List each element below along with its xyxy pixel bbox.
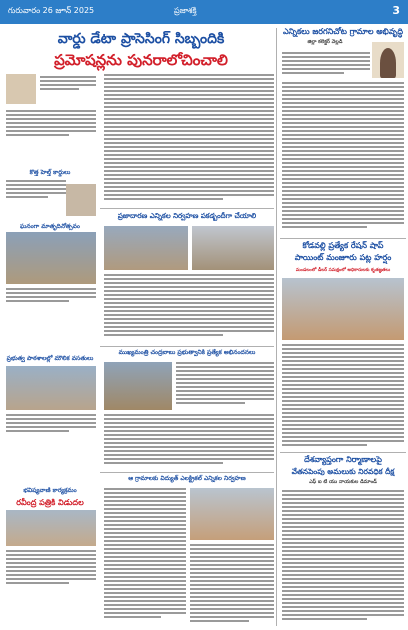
left-group-photo-2	[6, 366, 96, 410]
middle-body-text-3	[176, 362, 274, 410]
right-headline-3: పాయింట్ మంజూరు పట్ల హర్షం	[294, 253, 392, 262]
divider-h-1	[100, 208, 274, 209]
right-body-text-3	[282, 344, 404, 450]
main-headline-line-1: వార్డు డేటా ప్రాసెసింగ్ సిబ్బందికి	[57, 31, 225, 47]
lead-photo	[6, 74, 36, 104]
middle-body-text-5	[104, 488, 186, 626]
right-body-text-1	[282, 52, 370, 78]
right-photo-1	[282, 278, 404, 340]
right-headline-1: ఎన్నికలు జరగనిచోట గ్రామాల అభివృద్ధి	[282, 27, 404, 36]
newspaper-name: ప్రజాశక్తి	[174, 6, 197, 15]
left-subhead-2: ఘనంగా మాతృదినోత్సవం	[20, 223, 80, 230]
page-header	[0, 0, 408, 24]
main-headline-line-2: ప్రమోషన్లను పునరాలోచించాలి	[54, 51, 228, 69]
left-photo-1	[66, 184, 96, 216]
right-body-text-4	[282, 490, 404, 626]
right-caption: మండలంలో డీలర్ సమక్షంలో అధికారులకు కృతజ్ఞతలు	[295, 268, 391, 273]
left-group-photo-3	[6, 510, 96, 546]
divider-h-2	[100, 346, 274, 347]
right-divider-1	[280, 238, 406, 239]
left-subhead-3: ప్రభుత్వ పాఠశాలల్లో మౌలిక వసతులు	[6, 355, 94, 362]
middle-photo-1	[104, 226, 188, 270]
right-headline-2: కోడవల్లి ప్రత్యేక రేషన్ షాప్	[302, 241, 384, 250]
left-body-text-2	[6, 110, 96, 170]
left-body-text-1	[40, 76, 96, 106]
divider-h-3	[100, 472, 274, 473]
right-byline-1: జిల్లా కలెక్టర్ వెల్లడి	[307, 39, 343, 45]
middle-body-text-2	[104, 274, 274, 344]
middle-photo-2	[192, 226, 274, 270]
left-body-text-6	[6, 550, 96, 626]
right-byline-2: ఎఫ్ ఐ టి యు నాయకుల డిమాండ్	[309, 479, 377, 485]
right-body-text-2	[282, 82, 404, 234]
left-body-text-3	[6, 180, 66, 220]
middle-story-3-headline: ముఖ్యమంత్రి చంద్రబాబు ప్రభుత్వానికి ప్రత్యేక అభినందనలు	[118, 349, 256, 356]
left-body-text-4	[6, 288, 96, 318]
middle-photo-4	[190, 488, 274, 540]
left-subhead-1: కొత్త హెల్త్ కార్డులు	[29, 169, 71, 176]
left-subhead-4: భవిష్యవాణి కార్యక్రమం	[23, 487, 77, 494]
left-body-text-5	[6, 414, 96, 454]
middle-photo-3	[104, 362, 172, 410]
middle-body-text-6	[190, 544, 274, 626]
right-headline-4: దేశవ్యాప్తంగా నిర్మాణాలపై	[304, 455, 382, 464]
middle-body-text-1	[104, 74, 274, 206]
right-headline-5: వేతనపెంపు అమలుకు నిరవధిక దీక్ష	[291, 467, 395, 476]
right-divider-2	[280, 452, 406, 453]
column-divider	[276, 28, 277, 626]
middle-story-2-headline: ప్రజాదారణ ఎన్నికల నిర్వహణ పకడ్బందీగా చేయాలి	[117, 212, 257, 220]
collector-portrait	[372, 42, 404, 78]
page-number: 3	[392, 4, 400, 17]
left-subhead-5: రవీంద్ర పత్రికి విడుదల	[16, 498, 84, 507]
middle-story-4-headline: ఆ గ్రామాలకు విద్యుత్ ఎలక్ట్రికల్ ఎన్నికల నిర్వహణ	[128, 475, 246, 482]
left-group-photo-1	[6, 232, 96, 284]
middle-body-text-4	[104, 414, 274, 468]
issue-date: గురువారం 26 జూన్ 2025	[8, 6, 95, 15]
person-figure	[380, 48, 396, 78]
